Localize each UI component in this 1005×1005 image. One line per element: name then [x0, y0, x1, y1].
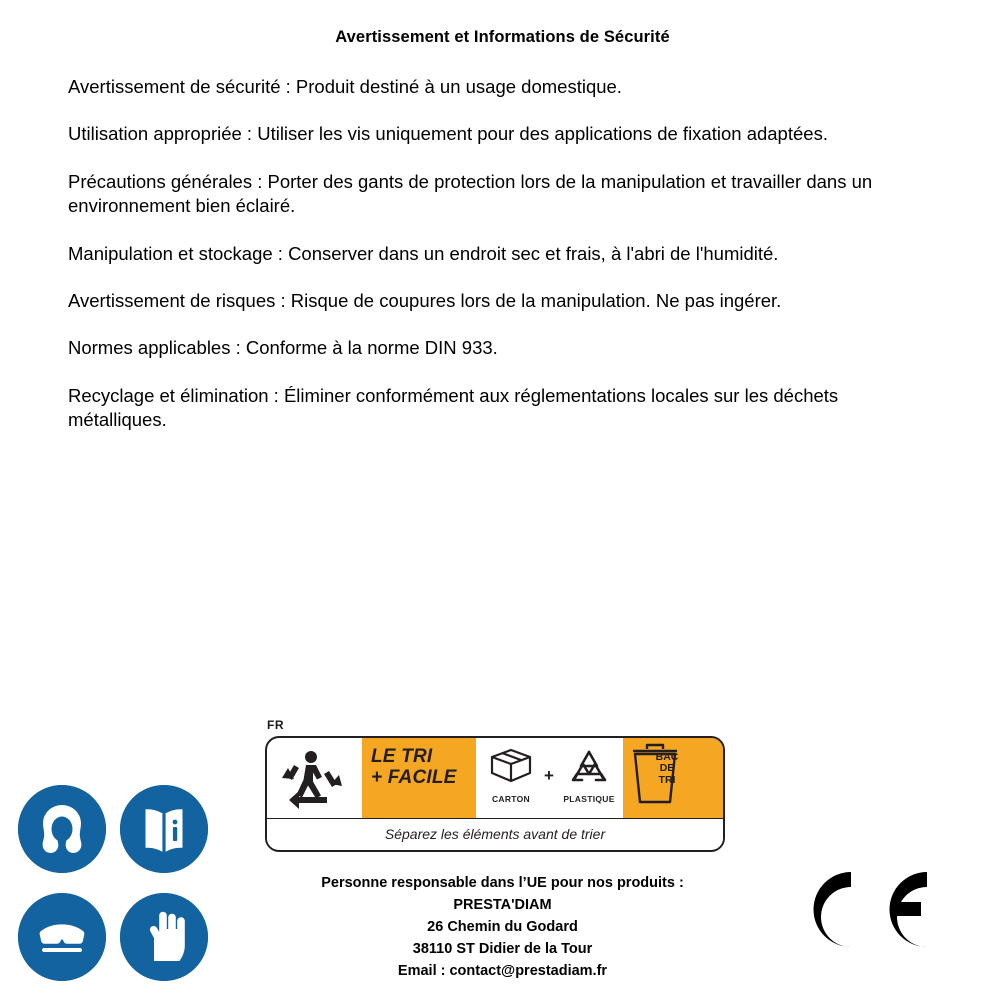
read-manual-icon [120, 785, 208, 873]
ce-mark-icon [789, 862, 939, 957]
carton-box-icon [480, 744, 542, 788]
heading-prefix: Personne responsable dans l’ [321, 875, 527, 891]
company-street: 26 Chemin du Godard [427, 919, 578, 936]
triman-country-code: FR [267, 718, 284, 732]
bin-caption-line3: TRI [658, 773, 676, 786]
heading-eu: UE [526, 875, 547, 891]
material-separator: + [544, 766, 554, 785]
paragraph-risk-warning: Avertissement de risques : Risque de coupures lors de la manipulation. Ne pas ingérer. [68, 290, 782, 312]
triman-material-icons [480, 740, 622, 818]
triman-footer-text: Séparez les éléments avant de trier [267, 818, 723, 849]
paragraph-handling-storage: Manipulation et stockage : Conserver dans un endroit sec et frais, à l'abri de l'humidité. [68, 242, 779, 264]
carton-label: CARTON [491, 794, 530, 804]
safety-text-block [68, 75, 930, 456]
plastique-label: PLASTIQUE [563, 794, 615, 804]
company-email: Email : contact@prestadiam.fr [397, 963, 608, 980]
company-name: PRESTA'DIAM [453, 897, 552, 914]
paragraph-recycling-disposal: Recyclage et élimination : Éliminer conformément aux réglementations locales sur les déchets métalliques. [68, 384, 839, 431]
recycle-arrows-icon [558, 744, 620, 788]
paragraph-proper-use: Utilisation appropriée : Utiliser les vis uniquement pour des applications de fixation adaptées. [68, 123, 828, 145]
carton-material [480, 744, 542, 804]
company-city: 38110 ST Didier de la Tour [412, 941, 593, 958]
bin-caption-line2: DE [659, 762, 675, 775]
page-title: Avertissement et Informations de Sécurité [335, 28, 670, 46]
ear-protection-icon [18, 785, 106, 873]
bin-caption [639, 752, 695, 786]
paragraph-general-precautions: Précautions générales : Porter des gants de protection lors de la manipulation et travailler dans un environnement bien éclairé. [68, 170, 873, 217]
bin-caption-line1: BAC [655, 751, 679, 763]
triman-headline-line1: LE TRI [371, 746, 433, 767]
plastique-material [558, 744, 620, 804]
triman-logo-icon [273, 741, 359, 817]
triman-recycling-label [265, 718, 725, 848]
triman-headline [371, 746, 475, 789]
paragraph-safety-warning: Avertissement de sécurité : Produit destiné à un usage domestique. [68, 76, 622, 97]
triman-box [265, 736, 725, 852]
triman-headline-line2: + FACILE [371, 767, 457, 789]
heading-suffix: pour nos produits : [546, 875, 684, 891]
paragraph-standards: Normes applicables : Conforme à la norme DIN 933. [68, 337, 498, 359]
